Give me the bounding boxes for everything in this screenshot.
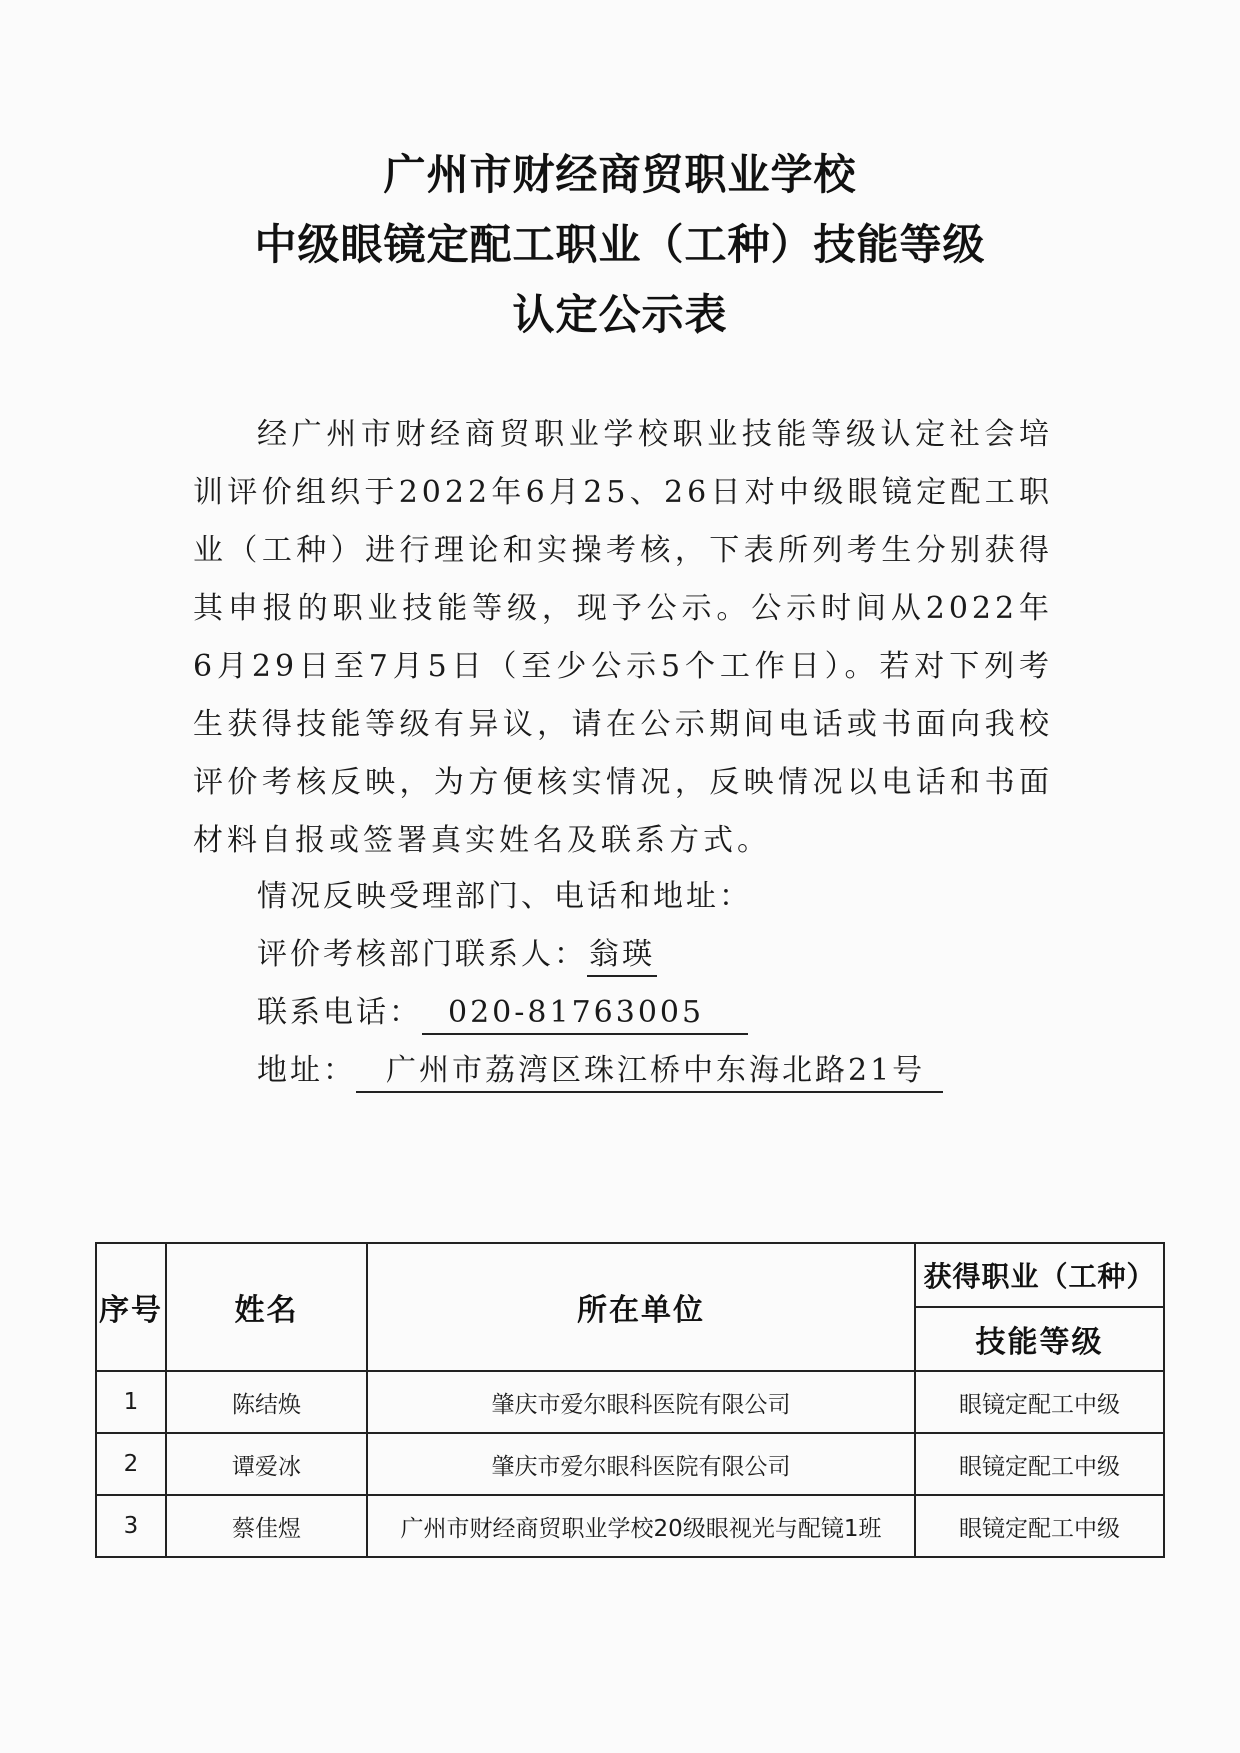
contact-address-row (257, 1042, 943, 1100)
row-name: 蔡佳煜 (166, 1495, 367, 1557)
contact-address-label: 地址： (257, 1053, 356, 1088)
contact-person-label: 评价考核部门联系人： (257, 937, 587, 972)
contact-phone-value: 020-81763005 (422, 993, 748, 1035)
row-index: 1 (96, 1371, 166, 1433)
row-level: 眼镜定配工中级 (915, 1371, 1164, 1433)
header-level-top: 获得职业（工种） (915, 1243, 1164, 1307)
row-index: 2 (96, 1433, 166, 1495)
row-unit: 肇庆市爱尔眼科医院有限公司 (367, 1433, 915, 1495)
header-unit: 所在单位 (367, 1243, 915, 1371)
document-title (0, 140, 1240, 350)
contact-person-value: 翁瑛 (587, 935, 657, 977)
header-level-bottom: 技能等级 (915, 1307, 1164, 1371)
table-row (96, 1433, 1164, 1495)
row-unit: 肇庆市爱尔眼科医院有限公司 (367, 1371, 915, 1433)
row-name: 陈结焕 (166, 1371, 367, 1433)
contact-intro: 情况反映受理部门、电话和地址： (257, 879, 752, 914)
row-index: 3 (96, 1495, 166, 1557)
table-row (96, 1371, 1164, 1433)
title-line-school: 广州市财经商贸职业学校 (383, 150, 857, 199)
title-line-subject: 中级眼镜定配工职业（工种）技能等级 (254, 220, 986, 269)
contact-info (257, 868, 943, 1100)
header-index: 序号 (96, 1243, 166, 1371)
contact-phone-row (257, 984, 943, 1042)
contact-address-value: 广州市荔湾区珠江桥中东海北路21号 (356, 1051, 943, 1093)
row-name: 谭爱冰 (166, 1433, 367, 1495)
title-line-notice: 认定公示表 (512, 290, 728, 339)
row-level: 眼镜定配工中级 (915, 1495, 1164, 1557)
notice-paragraph: 经广州市财经商贸职业学校职业技能等级认定社会培训评价组织于2022年6月25、26日对中级眼镜定配工职业（工种）进行理论和实操考核，下表所列考生分别获得其申报的职业技能等级，现予公示。公示时间从2022年6月29日至7月5日（至少公示5个工作日）。若对下列考生获得技能等级有异议，请在公示期间电话或书面向我校评价考核反映，为方便核实情况，反映情况以电话和书面材料自报或签署真实姓名及联系方式。 (193, 417, 1053, 858)
table-row (96, 1495, 1164, 1557)
result-table (95, 1242, 1165, 1558)
contact-person-row (257, 926, 943, 984)
header-name: 姓名 (166, 1243, 367, 1371)
row-level: 眼镜定配工中级 (915, 1433, 1164, 1495)
contact-phone-label: 联系电话： (257, 995, 422, 1030)
row-unit: 广州市财经商贸职业学校20级眼视光与配镜1班 (367, 1495, 915, 1557)
